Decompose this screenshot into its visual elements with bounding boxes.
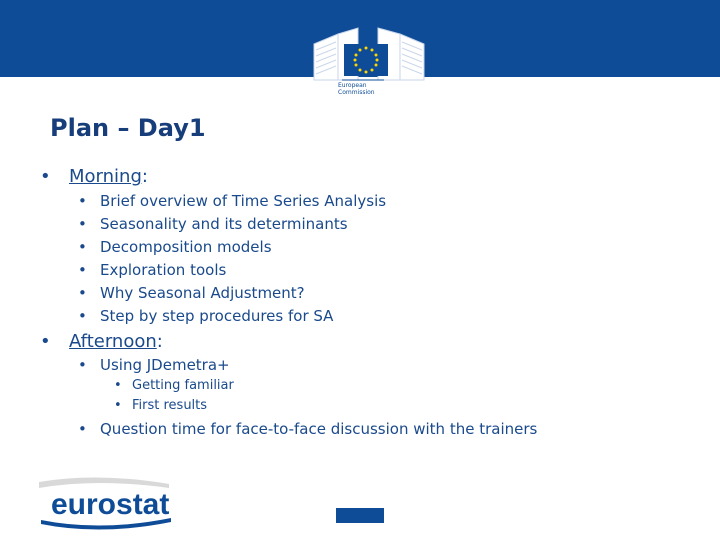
logo-caption <box>338 82 375 96</box>
bullet-morning-3: • <box>78 238 87 256</box>
afternoon-item-2: Question time for face-to-face discussion with the trainers <box>100 420 538 438</box>
morning-item-4: Exploration tools <box>100 261 227 279</box>
bullet-morning-6: • <box>78 307 87 325</box>
logo-line1: European <box>338 82 367 89</box>
afternoon-label: Afternoon <box>69 331 157 352</box>
afternoon-item-1: Using JDemetra+ <box>100 356 230 374</box>
morning-item-3: Decomposition models <box>100 238 272 256</box>
eurostat-logo <box>37 476 175 531</box>
morning-item-5: Why Seasonal Adjustment? <box>100 284 305 302</box>
afternoon-heading <box>69 331 163 352</box>
bullet-afternoon-1a: • <box>114 378 122 393</box>
bullet-morning: • <box>40 166 51 187</box>
bullet-afternoon-2: • <box>78 420 87 438</box>
eurostat-wordmark: eurostat <box>51 488 170 521</box>
bullet-afternoon-1b: • <box>114 398 122 413</box>
footer-blue-box <box>336 508 384 523</box>
slide-title: Plan – Day1 <box>50 114 206 142</box>
afternoon-subitem-2: First results <box>132 398 208 413</box>
bullet-afternoon: • <box>40 331 51 352</box>
afternoon-subitem-1: Getting familiar <box>132 378 234 393</box>
bullet-morning-5: • <box>78 284 87 302</box>
morning-heading <box>69 166 148 187</box>
morning-item-1: Brief overview of Time Series Analysis <box>100 192 387 210</box>
morning-item-6: Step by step procedures for SA <box>100 307 334 325</box>
bullet-afternoon-1: • <box>78 356 87 374</box>
logo-line2: Commission <box>338 89 375 96</box>
morning-colon: : <box>141 166 148 187</box>
bullet-morning-4: • <box>78 261 87 279</box>
bullet-morning-1: • <box>78 192 87 210</box>
morning-item-2: Seasonality and its determinants <box>100 215 348 233</box>
bullet-morning-2: • <box>78 215 87 233</box>
morning-label: Morning <box>69 166 142 187</box>
afternoon-colon: : <box>156 331 163 352</box>
